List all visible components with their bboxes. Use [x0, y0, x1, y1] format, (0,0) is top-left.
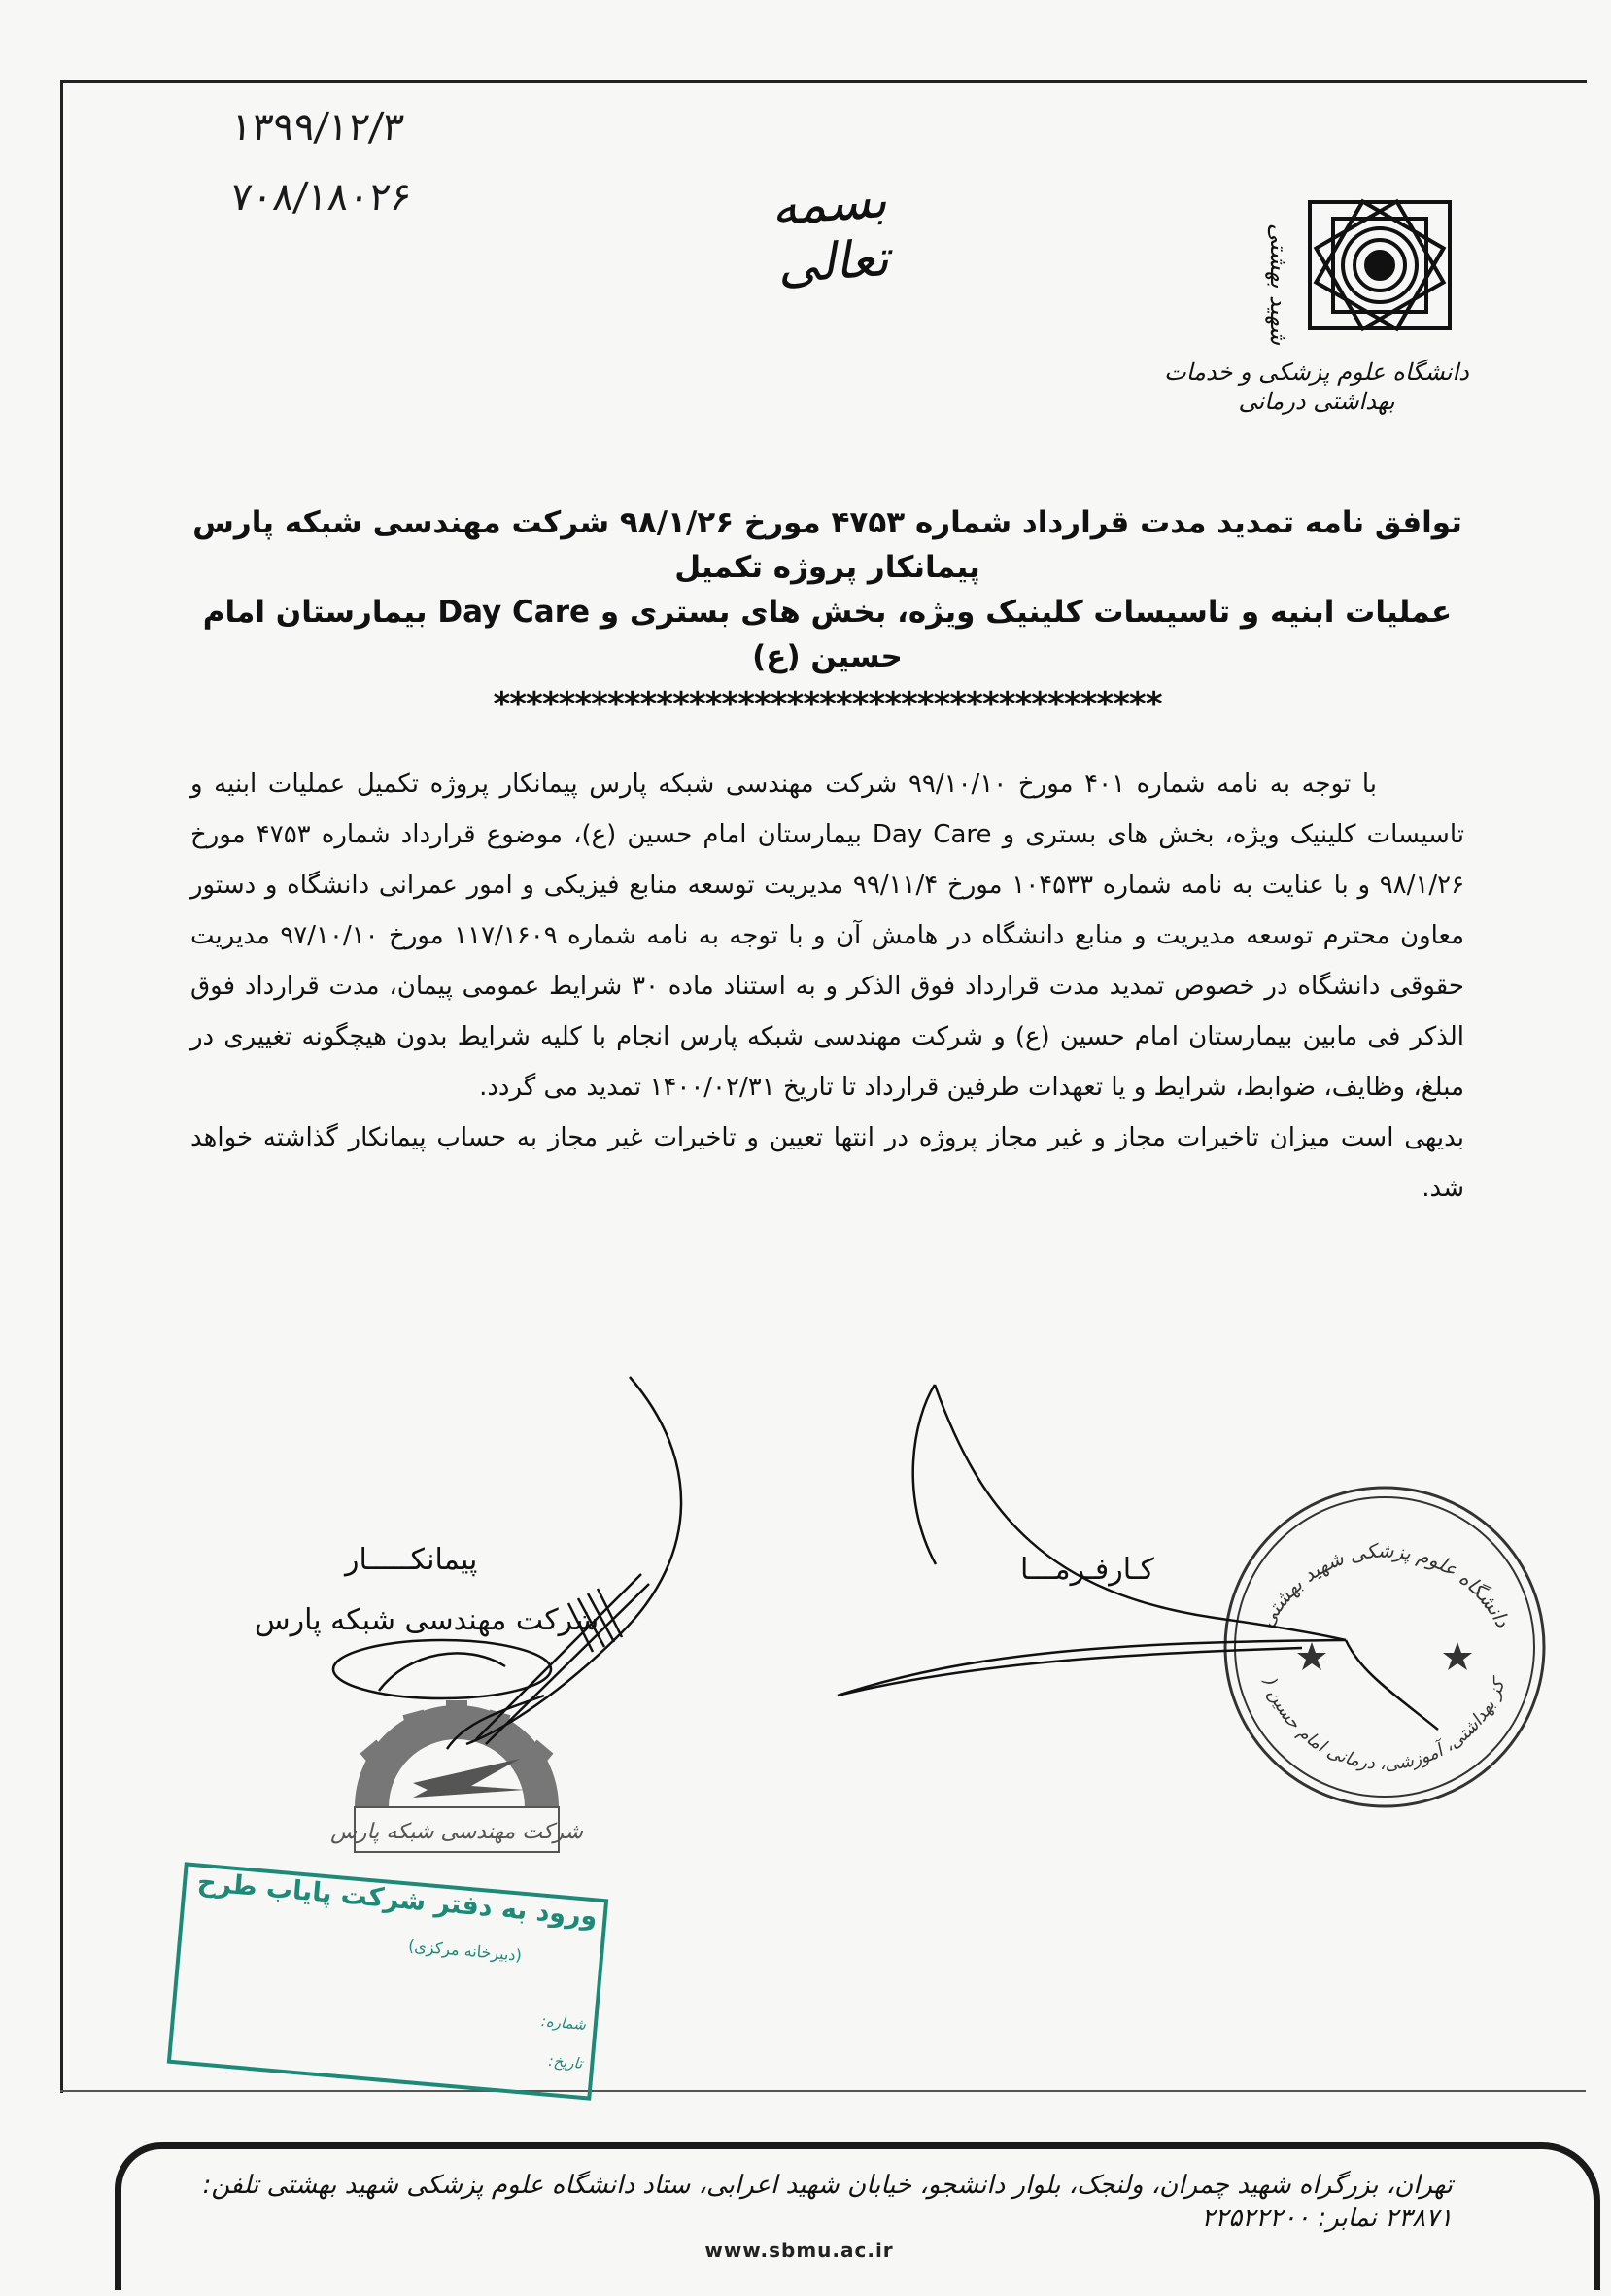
body-line: قرارداد فوق الذکر و به استناد ماده ۳۰ شرایط عمومی پیمان، مدت قرارداد فوق الذکر فی مابین بیمارستان	[190, 972, 1464, 1051]
receipt-stamp-subtitle: (دبیرخانه مرکزی)	[407, 1936, 523, 1965]
employer-label: کـارفـرمـــا	[1020, 1553, 1154, 1587]
receipt-stamp-date-label: تاریخ:	[547, 2051, 584, 2073]
contractor-stamp-text: شرکت مهندسی شبکه پارس	[330, 1820, 583, 1844]
body-line: بدیهی است میزان تاخیرات مجاز و غیر مجاز پروژه در انتها تعیین و تاخیرات غیر مجاز به حساب پیمانکار	[348, 1123, 1465, 1152]
footer-address: تهران، بزرگراه شهید چمران، ولنجک، بلوار دانشجو، خیابان شهید اعرابی، ستاد دانشگاه علوم پزشکی شهید بهشتی تلفن: ۲۳۸۷۱ نمابر: ۲۲۵۲۲۲۰۰	[202, 2171, 1453, 2233]
body-line: با توجه به نامه شماره ۴۰۱ مورخ ۹۹/۱۰/۱۰ شرکت مهندسی شبکه پارس پیمانکار پروژه تکمیل	[356, 770, 1378, 799]
title-separator: *****************************************	[493, 685, 1162, 724]
body-line: قرارداد شماره ۴۷۵۳ مورخ ۹۸/۱/۲۶ و با عنایت به نامه شماره ۱۰۴۵۳۳ مورخ ۹۹/۱۱/۴ مدیریت توسعه	[190, 820, 1465, 900]
body-line: منابع فیزیکی و امور عمرانی دانشگاه و دستور معاون محترم توسعه مدیریت و منابع دانشگاه در هامش آن	[190, 871, 1465, 950]
handwritten-number: ۷۰۸/۱۸۰۲۶	[228, 175, 414, 220]
seal-bottom-text: کز بهداشتی، آموزشی، درمانی امام حسین (	[1259, 1675, 1510, 1775]
contractor-company: شرکت مهندسی شبکه پارس	[255, 1603, 600, 1637]
seal-top-text: دانشگاه علوم پزشکی شهید بهشتی	[1254, 1538, 1516, 1631]
body-line: امام حسین (ع) و شرکت مهندسی شبکه پارس انجام با کلیه شرایط بدون هیچگونه تغییری در مبلغ،	[190, 1022, 1464, 1102]
handwritten-date: ۱۳۹۹/۱۲/۳	[228, 105, 406, 150]
receipt-stamp-title: ورود به دفتر شرکت پایاب طرح	[195, 1867, 599, 1933]
document-title-line-1: توافق نامه تمدید مدت قرارداد شماره ۴۷۵۳ مورخ ۹۸/۱/۲۶ شرکت مهندسی شبکه پارس پیمانکار پروژه تکمیل	[192, 505, 1462, 585]
body-line: وظایف، ضوابط، شرایط و یا تعهدات طرفین قرارداد تا تاریخ ۱۴۰۰/۰۲/۳۱ تمدید می گردد.	[479, 1073, 1406, 1102]
body-line: عملیات ابنیه و تاسیسات کلینیک ویژه، بخش های بستری و Day Care بیمارستان امام حسین (ع)، موضوع	[190, 770, 1464, 849]
receipt-stamp-number-label: شماره:	[540, 2011, 587, 2034]
receipt-stamp	[167, 1862, 608, 2100]
document-title-line-2: عملیات ابنیه و تاسیسات کلینیک ویژه، بخش های بستری و Day Care بیمارستان امام حسین (ع)	[202, 595, 1453, 674]
contractor-label: پیمانکـــــار	[345, 1543, 478, 1577]
logo-text-bottom: دانشگاه علوم پزشکی و خدمات بهداشتی درمانی	[1164, 359, 1469, 415]
logo-text-vertical: شهید بهشتی	[1265, 223, 1292, 345]
body-line: گذاشته خواهد شد.	[190, 1123, 1464, 1203]
footer	[146, 2169, 1453, 2262]
invocation-text: بسمه تعالی	[769, 170, 891, 295]
footer-website: www.sbmu.ac.ir	[704, 2239, 894, 2262]
body-line: و با توجه به نامه شماره ۱۱۷/۱۶۰۹ مورخ ۹۷/۱۰/۱۰ مدیریت حقوقی دانشگاه در خصوص تمدید مدت	[190, 921, 1464, 1001]
